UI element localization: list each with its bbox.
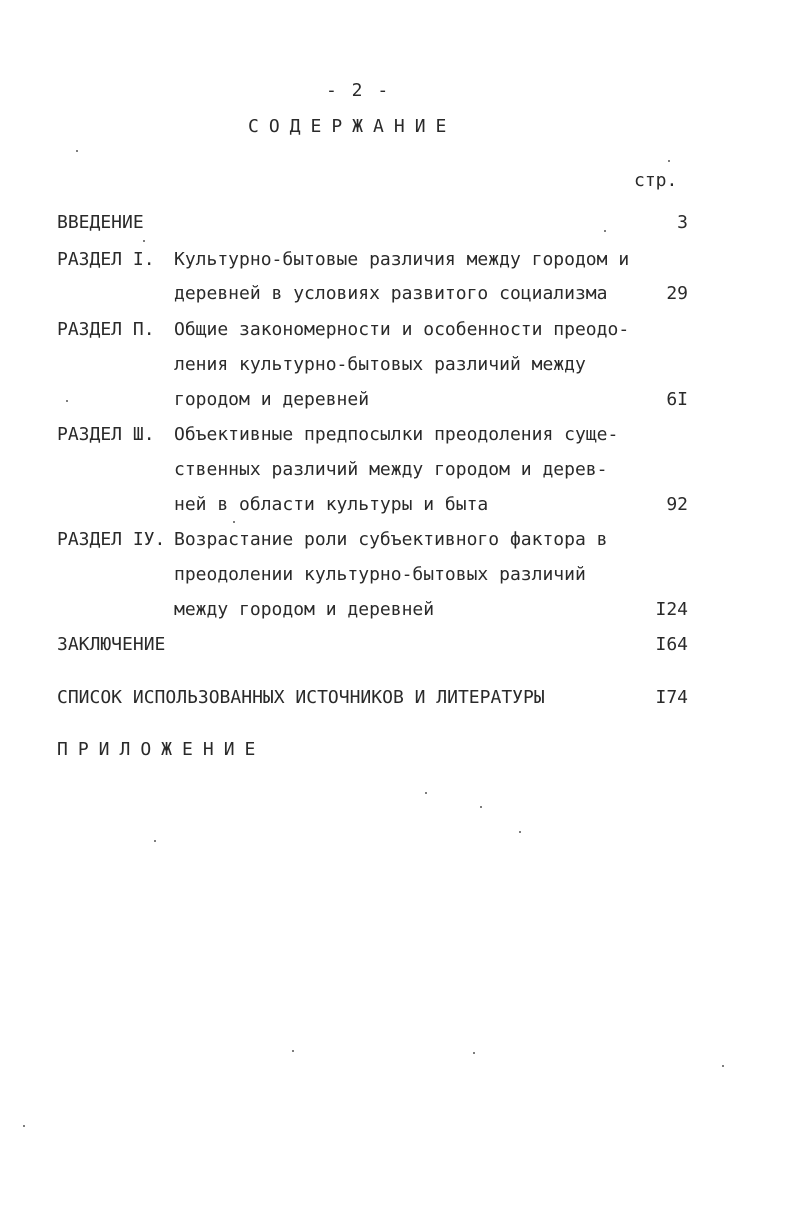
scan-speck <box>722 1065 724 1067</box>
scan-speck <box>425 792 427 794</box>
scan-speck <box>519 831 521 833</box>
toc-entry-introduction-page: 3 <box>677 212 688 233</box>
page-column-label: стр. <box>634 170 678 191</box>
scan-speck <box>292 1050 294 1052</box>
scan-speck <box>233 521 235 523</box>
toc-entry-section-3-page: 92 <box>666 494 688 515</box>
scan-speck <box>143 240 145 242</box>
toc-entry-section-3-line-3: ней в области культуры и быта <box>174 494 489 515</box>
toc-entry-section-4-line-3: между городом и деревней <box>174 599 435 620</box>
toc-entry-section-1-line-1: Культурно-бытовые различия между городом и <box>174 249 630 270</box>
toc-entry-section-2-page: 6I <box>666 389 688 410</box>
toc-entry-section-4-line-2: преодолении культурно-бытовых различий <box>174 564 586 585</box>
toc-entry-section-4-page: I24 <box>655 599 688 620</box>
toc-entry-section-1-line-2: деревней в условиях развитого социализма <box>174 283 608 304</box>
toc-entry-section-3-line-2: ственных различий между городом и дерев- <box>174 459 608 480</box>
toc-entry-conclusion-page: I64 <box>655 634 688 655</box>
scan-speck <box>154 840 156 842</box>
scan-speck <box>23 1125 25 1127</box>
scan-speck <box>604 230 606 232</box>
toc-entry-section-2-line-2: ления культурно-бытовых различий между <box>174 354 586 375</box>
scan-speck <box>66 400 68 402</box>
toc-entry-section-2-label: РАЗДЕЛ П. <box>57 319 155 340</box>
toc-entry-section-1-page: 29 <box>666 283 688 304</box>
toc-entry-section-2-line-1: Общие закономерности и особенности преодо- <box>174 319 630 340</box>
contents-heading: СОДЕРЖАНИЕ <box>248 116 457 137</box>
toc-entry-conclusion-label: ЗАКЛЮЧЕНИЕ <box>57 634 166 655</box>
toc-entry-section-2-line-3: городом и деревней <box>174 389 370 410</box>
toc-entry-bibliography-label: СПИСОК ИСПОЛЬЗОВАННЫХ ИСТОЧНИКОВ И ЛИТЕРАТУРЫ <box>57 687 545 708</box>
toc-entry-section-4-label: РАЗДЕЛ IУ. <box>57 529 166 550</box>
appendix-heading: ПРИЛОЖЕНИЕ <box>57 739 266 760</box>
toc-entry-section-3-label: РАЗДЕЛ Ш. <box>57 424 155 445</box>
scan-speck <box>480 806 482 808</box>
scan-speck <box>76 150 78 152</box>
toc-entry-bibliography-page: I74 <box>655 687 688 708</box>
toc-entry-section-4-line-1: Возрастание роли субъективного фактора в <box>174 529 608 550</box>
toc-entry-section-1-label: РАЗДЕЛ I. <box>57 249 155 270</box>
toc-entry-introduction-label: ВВЕДЕНИЕ <box>57 212 144 233</box>
scan-speck <box>668 160 670 162</box>
scan-speck <box>473 1052 475 1054</box>
toc-entry-section-3-line-1: Объективные предпосылки преодоления суще- <box>174 424 619 445</box>
page-number: - 2 - <box>326 80 391 101</box>
